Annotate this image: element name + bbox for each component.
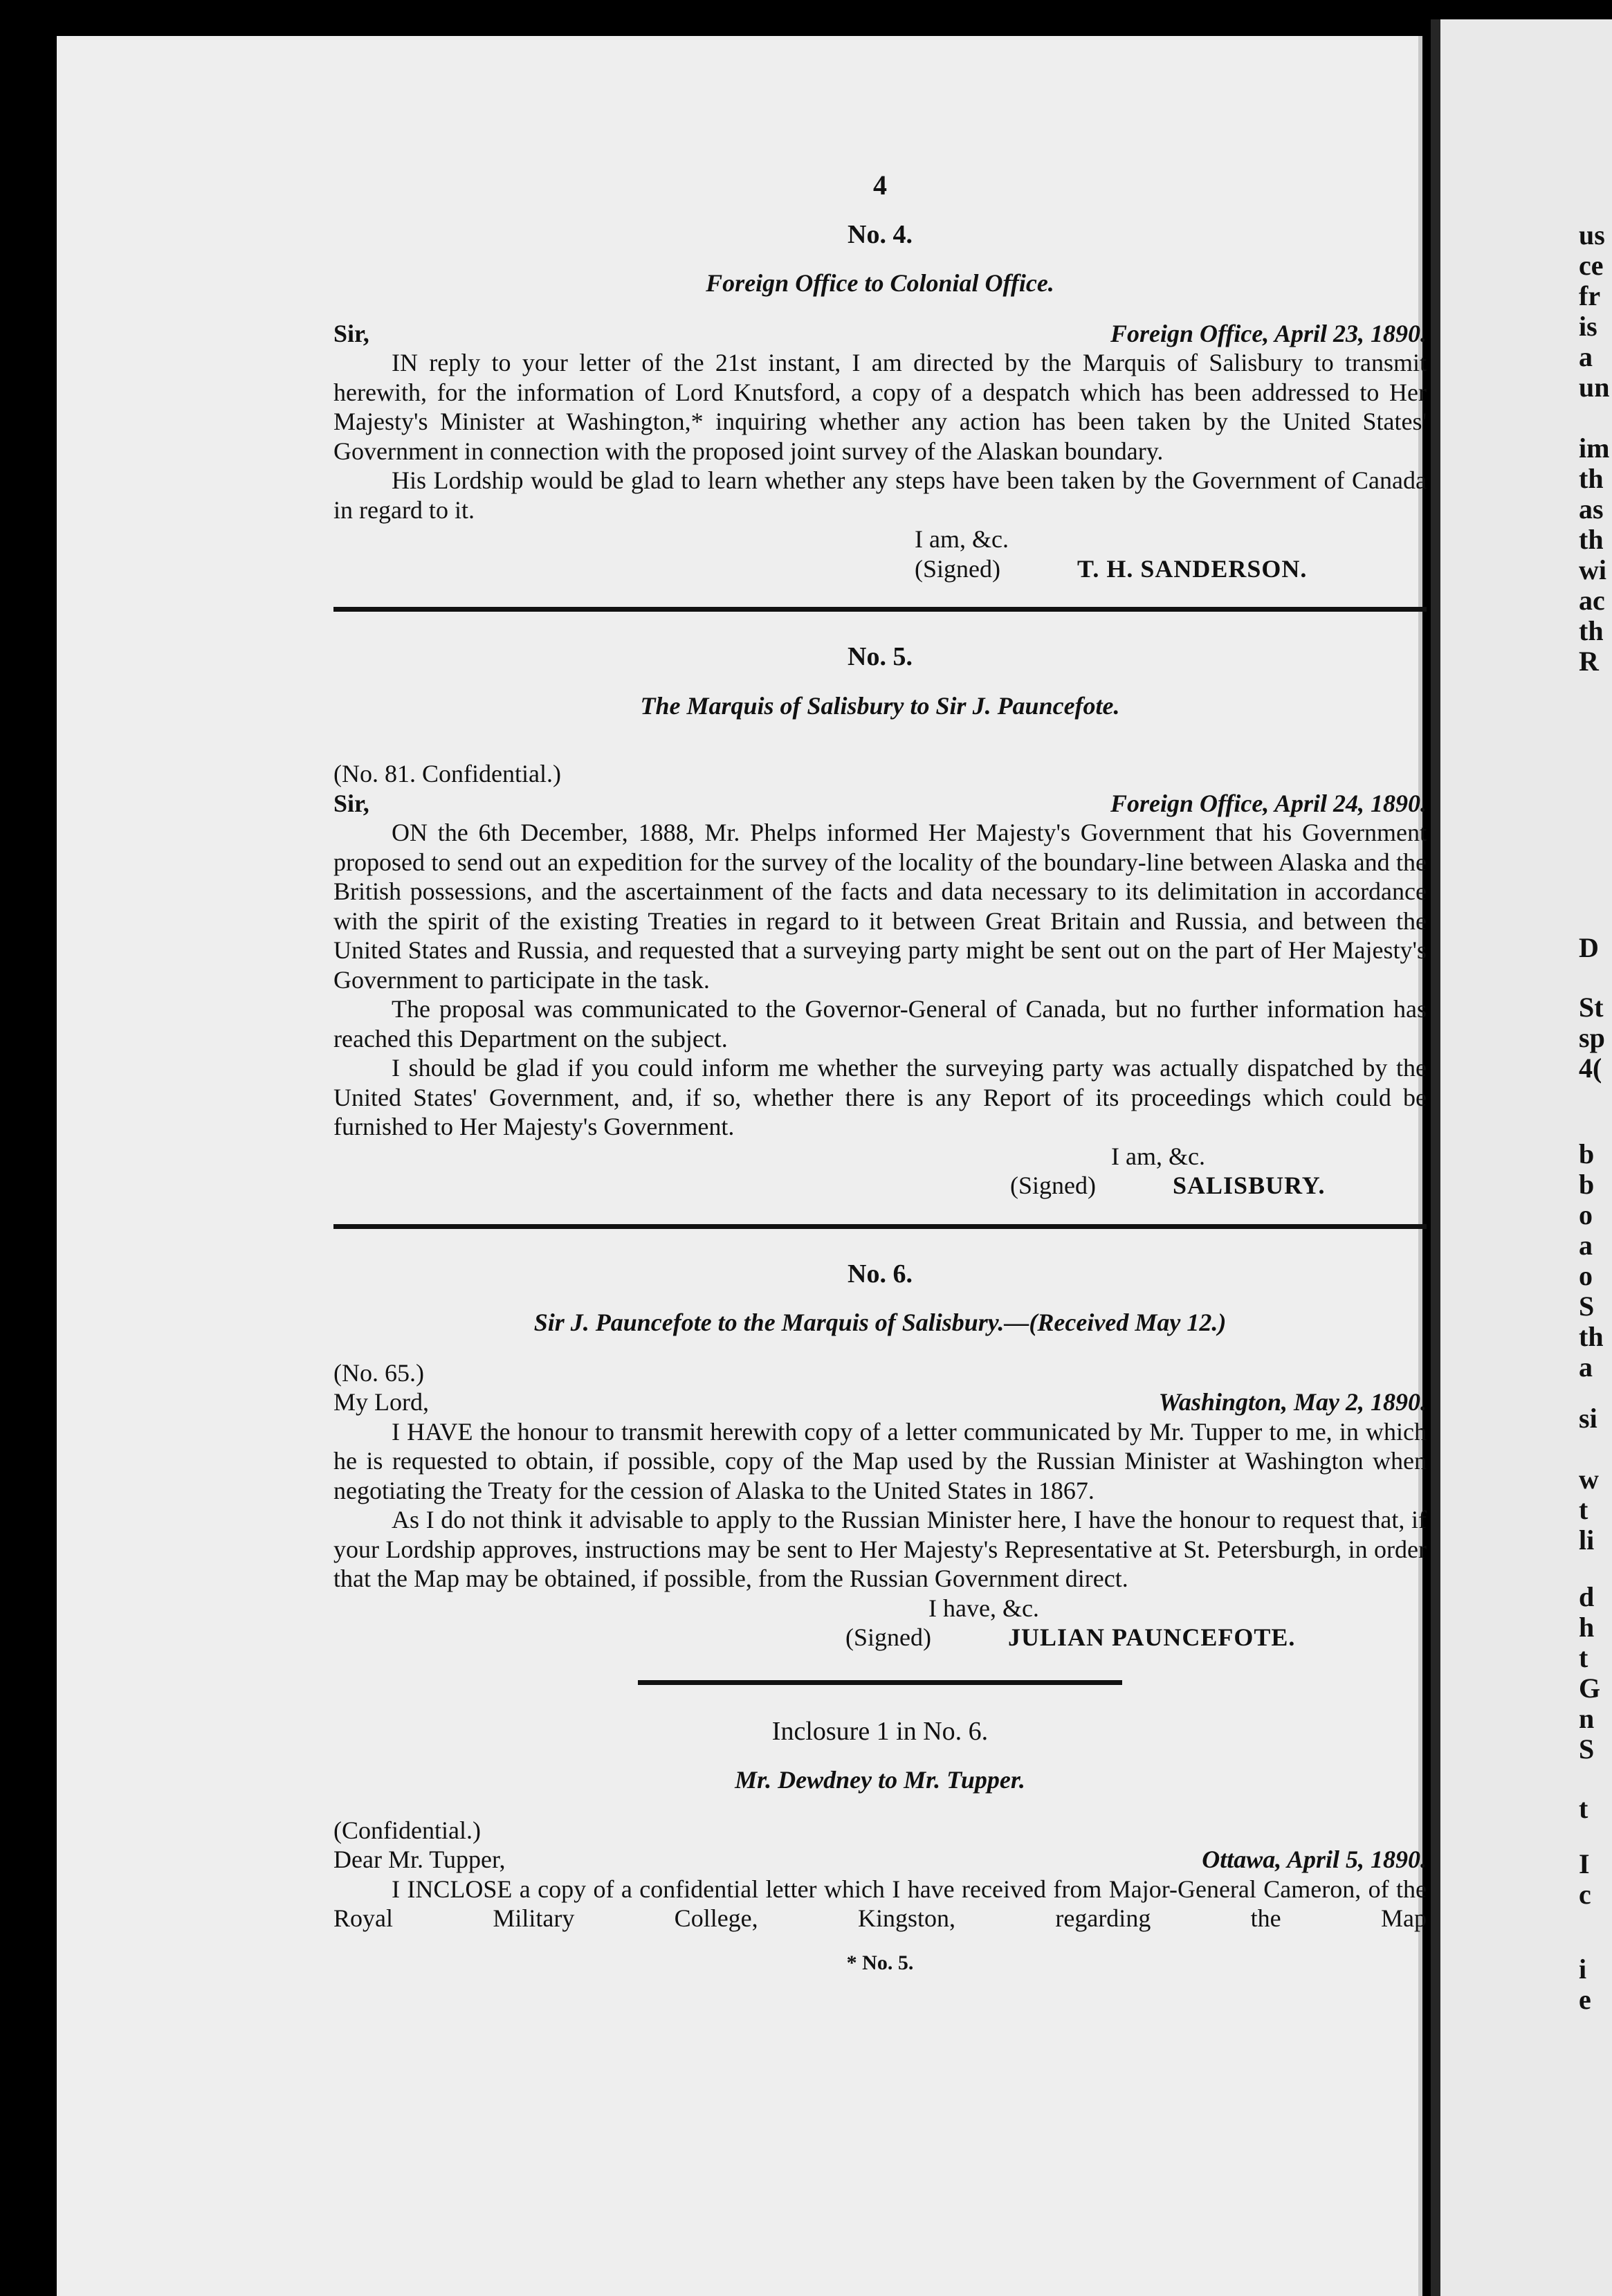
facing-text-fragment: sp	[1579, 1022, 1605, 1053]
facing-text-fragment: w	[1579, 1464, 1599, 1495]
letter-paragraph: I should be glad if you could inform me whether the surveying party was actually dispatched by the United States' Government, and, if so, whether there is any Report of its proceedings which could be furnished to Her Majesty's Government.	[333, 1054, 1427, 1140]
letter-heading: Sir J. Pauncefote to the Marquis of Salisbury.—(Received May 12.)	[533, 1309, 1227, 1336]
letter-number: No. 6.	[848, 1259, 913, 1288]
page-number: 4	[873, 170, 887, 201]
letter-paragraph: His Lordship would be glad to learn whether any steps have been taken by the Government of Canada in regard to it.	[333, 466, 1427, 524]
section-divider	[333, 1224, 1427, 1229]
signature: JULIAN PAUNCEFOTE.	[1008, 1623, 1296, 1651]
signed-label: (Signed)	[1010, 1172, 1096, 1199]
place-date: Ottawa, April 5, 1890.	[1202, 1846, 1427, 1873]
facing-text-fragment: li	[1579, 1524, 1595, 1556]
inclosure-heading: Mr. Dewdney to Mr. Tupper.	[735, 1766, 1025, 1794]
facing-text-fragment: o	[1579, 1199, 1593, 1230]
signature: T. H. SANDERSON.	[1077, 554, 1308, 583]
salutation: Sir,	[333, 319, 369, 347]
signature-line	[333, 1171, 1427, 1201]
facing-text-fragment: as	[1579, 493, 1604, 525]
letter-paragraph: As I do not think it advisable to apply to the Russian Minister here, I have the honour to request that, if your Lordship approves, instructions may be sent to Her Majesty's Representative at St. Petersburgh, in order that the Map may be obtained, if possible, from the Russian Government direct.	[333, 1506, 1427, 1592]
facing-text-fragment: e	[1579, 1984, 1591, 2015]
facing-text-fragment: ce	[1579, 250, 1604, 281]
page-content	[333, 171, 1427, 1978]
facing-text-fragment: t	[1579, 1642, 1588, 1673]
facing-text-fragment: S	[1579, 1733, 1595, 1765]
inclosure-reference: (Confidential.)	[333, 1816, 481, 1844]
facing-text-fragment: wi	[1579, 554, 1606, 585]
facing-text-fragment: R	[1579, 646, 1599, 677]
facing-text-fragment: h	[1579, 1612, 1595, 1643]
facing-text-fragment: t	[1579, 1793, 1588, 1824]
letter-paragraph: ON the 6th December, 1888, Mr. Phelps informed Her Majesty's Government that his Government proposed to send out an expedition for the survey of the locality of the boundary-line between Alaska and the British possessions, and the ascertainment of the facts and data necessary to its delimitation in accordance with the spirit of the existing Treaties in regard to it between Great Britain and Russia, and between the United States and Russia, and requested that a surveying party might be sent out on the part of Her Majesty's Government to participate in the task.	[333, 819, 1427, 994]
salutation: Sir,	[333, 789, 369, 817]
facing-text-fragment: o	[1579, 1260, 1593, 1291]
letter-reference: (No. 65.)	[333, 1358, 424, 1387]
salutation: Dear Mr. Tupper,	[333, 1846, 506, 1873]
facing-text-fragment: b	[1579, 1169, 1595, 1200]
facing-text-fragment: St	[1579, 992, 1604, 1023]
facing-text-fragment: I	[1579, 1848, 1590, 1879]
salutation-row	[333, 1387, 1427, 1417]
letter-number: No. 4.	[848, 219, 913, 249]
letter-paragraph: The proposal was communicated to the Governor-General of Canada, but no further information has reached this Department on the subject.	[333, 995, 1427, 1053]
inclosure-title: Inclosure 1 in No. 6.	[771, 1716, 989, 1746]
salutation-row	[333, 789, 1427, 819]
document-page	[57, 36, 1427, 2296]
letter-reference: (No. 81. Confidential.)	[333, 760, 561, 787]
facing-text-fragment: th	[1579, 615, 1604, 646]
facing-text-fragment: th	[1579, 524, 1604, 555]
inclosure-1	[333, 1717, 1427, 1933]
facing-text-fragment: si	[1579, 1403, 1597, 1434]
letter-paragraph: I HAVE the honour to transmit herewith copy of a letter communicated by Mr. Tupper to me, in which he is requested to obtain, if possible, copy of the Map used by the Russian Minister at Washington when negotiating the Treaty for the cession of Alaska to the United States in 1867.	[333, 1417, 1427, 1504]
salutation-row	[333, 1845, 1427, 1875]
section-divider	[333, 607, 1427, 612]
letter-heading: The Marquis of Salisbury to Sir J. Pauncefote.	[640, 691, 1120, 720]
facing-text-fragment: a	[1579, 1230, 1593, 1261]
letter-closing: I am, &c.	[915, 525, 1009, 553]
inclosure-paragraph: I INCLOSE a copy of a confidential letter which I have received from Major-General Cameron, of the Royal Military College, Kingston, regarding the Map	[333, 1875, 1427, 1932]
facing-text-fragment: G	[1579, 1673, 1601, 1704]
signature-line	[333, 554, 1427, 584]
spacer	[333, 741, 1427, 759]
facing-text-fragment: un	[1579, 372, 1610, 403]
facing-text-fragment: th	[1579, 1321, 1604, 1352]
facing-text-fragment: im	[1579, 432, 1610, 464]
facing-text-fragment: us	[1579, 219, 1605, 250]
facing-text-fragment: n	[1579, 1703, 1595, 1734]
facing-text-fragment: c	[1579, 1879, 1591, 1910]
letter-number: No. 5.	[848, 642, 913, 671]
facing-text-fragment: b	[1579, 1138, 1595, 1169]
place-date: Foreign Office, April 23, 1890.	[1110, 319, 1427, 347]
facing-text-fragment: t	[1579, 1494, 1588, 1525]
letter-closing: I have, &c.	[928, 1594, 1039, 1622]
facing-text-fragment: is	[1579, 311, 1597, 342]
salutation: My Lord,	[333, 1388, 429, 1416]
facing-page-edge	[1431, 19, 1612, 2296]
signed-label: (Signed)	[915, 554, 1000, 583]
letter-no-6	[333, 1259, 1427, 1652]
inclosure-divider	[638, 1680, 1122, 1685]
facing-text-fragment: ac	[1579, 585, 1605, 616]
letter-closing: I am, &c.	[1111, 1142, 1205, 1170]
salutation-row	[333, 319, 1427, 349]
facing-text-fragment: D	[1579, 932, 1599, 963]
facing-text-fragment: S	[1579, 1291, 1595, 1322]
place-date: Washington, May 2, 1890.	[1158, 1388, 1427, 1416]
facing-text-fragment: fr	[1579, 280, 1601, 311]
letter-no-4	[333, 220, 1427, 584]
facing-text-fragment: a	[1579, 341, 1593, 372]
letter-heading: Foreign Office to Colonial Office.	[706, 269, 1054, 297]
facing-text-fragment: i	[1579, 1953, 1587, 1985]
signature-line	[333, 1623, 1427, 1652]
letter-paragraph: IN reply to your letter of the 21st instant, I am directed by the Marquis of Salisbury to transmit herewith, for the information of Lord Knutsford, a copy of a despatch which has been addressed to Her Majesty's Minister at Washington,* inquiring whether any action has been taken by the United States' Government in connection with the proposed joint survey of the Alaskan boundary.	[333, 349, 1427, 465]
facing-text-fragment: th	[1579, 463, 1604, 494]
place-date: Foreign Office, April 24, 1890.	[1110, 789, 1427, 817]
facing-text-fragment: a	[1579, 1351, 1593, 1383]
footnote: * No. 5.	[846, 1951, 914, 1974]
facing-text-fragment: d	[1579, 1581, 1595, 1612]
signed-label: (Signed)	[845, 1623, 931, 1651]
letter-no-5	[333, 642, 1427, 1201]
signature: SALISBURY.	[1173, 1172, 1326, 1199]
facing-text-fragment: 4(	[1579, 1053, 1602, 1084]
